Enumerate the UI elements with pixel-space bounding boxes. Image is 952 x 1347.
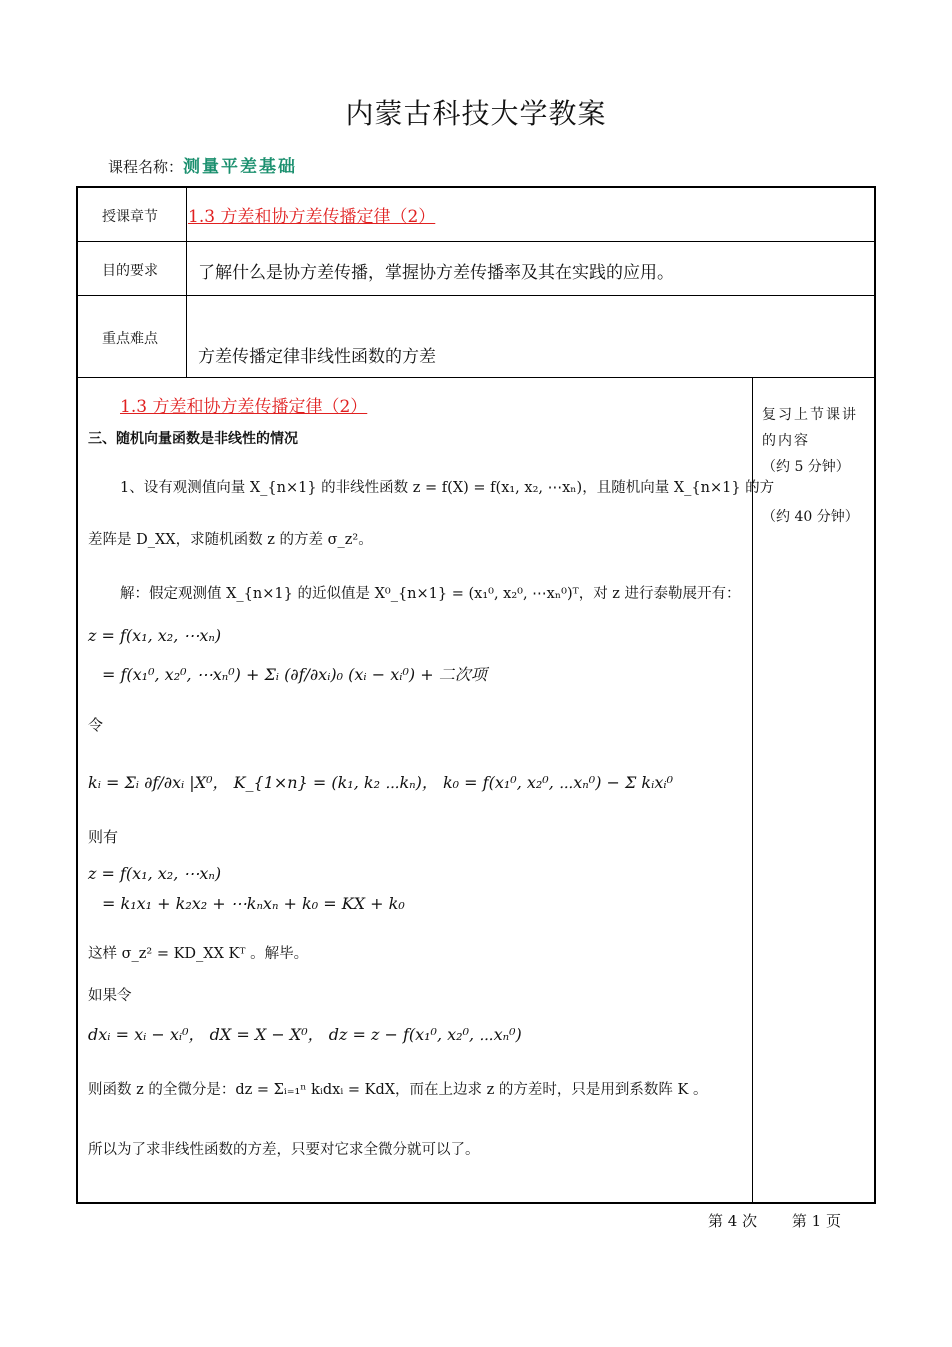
side-note: （约 5 分钟） <box>762 459 850 475</box>
paragraph: 如果令 <box>88 988 132 1004</box>
lesson-table <box>76 186 876 1204</box>
course-label: 课程名称： <box>108 158 184 176</box>
paragraph: 这样 σ_z² = KD_XX Kᵀ 。解毕。 <box>88 946 309 962</box>
paragraph: 解：假定观测值 X_{n×1} 的近似值是 X⁰_{n×1} = (x₁⁰, x₂⁰, ⋯xₙ⁰)ᵀ，对 z 进行泰勒展开有： <box>120 586 741 602</box>
course-line <box>108 152 297 177</box>
equation: = k₁x₁ + k₂x₂ + ⋯kₙxₙ + k₀ = KX + k₀ <box>102 894 405 913</box>
row-label-key: 重点难点 <box>102 331 158 347</box>
paragraph: 1、设有观测值向量 X_{n×1} 的非线性函数 z = f(X) = f(x₁, x₂, ⋯xₙ)，且随机向量 X_{n×1} 的方 <box>120 480 775 496</box>
document-title: 内蒙古科技大学教案 <box>345 97 607 130</box>
page-footer <box>708 1210 871 1231</box>
equation: = f(x₁⁰, x₂⁰, ⋯xₙ⁰) + Σᵢ (∂f/∂xᵢ)₀ (xᵢ − xᵢ⁰) + 二次项 <box>102 665 487 684</box>
paragraph: 则函数 z 的全微分是：dz = Σᵢ₌₁ⁿ kᵢdxᵢ = KdX，而在上边求 z 的方差时，只是用到系数阵 K 。 <box>88 1082 708 1098</box>
row-value-goal: 了解什么是协方差传播，掌握协方差传播率及其在实践的应用。 <box>198 263 674 283</box>
row-divider <box>78 241 874 242</box>
side-divider <box>752 378 753 1204</box>
paragraph: 则有 <box>88 828 119 846</box>
side-notes <box>762 402 872 530</box>
paragraph: 差阵是 D_XX，求随机函数 z 的方差 σ_z²。 <box>88 532 373 548</box>
page-number: 第 1 页 <box>791 1212 841 1230</box>
lesson-count: 第 4 次 <box>708 1212 758 1230</box>
row-label-chapter: 授课章节 <box>102 209 158 225</box>
side-note: （约 40 分钟） <box>762 509 859 525</box>
row-divider <box>78 377 874 378</box>
paragraph: 令 <box>88 716 104 734</box>
row-value-key: 方差传播定律非线性函数的方差 <box>198 347 436 367</box>
equation: z = f(x₁, x₂, ⋯xₙ) <box>88 626 222 645</box>
col-divider <box>186 188 187 378</box>
side-note: 复习上节课讲的内容 <box>762 407 858 449</box>
equation: dxᵢ = xᵢ − xᵢ⁰， dX = X − X⁰， dz = z − f(x₁⁰, x₂⁰, ⋯xₙ⁰) <box>88 1025 522 1044</box>
section-heading: 三、随机向量函数是非线性的情况 <box>88 431 298 447</box>
row-value-chapter: 1.3 方差和协方差传播定律（2） <box>188 207 436 227</box>
equation: z = f(x₁, x₂, ⋯xₙ) <box>88 864 222 883</box>
row-label-goal: 目的要求 <box>102 263 158 279</box>
paragraph: 所以为了求非线性函数的方差，只要对它求全微分就可以了。 <box>88 1142 480 1158</box>
content-heading: 1.3 方差和协方差传播定律（2） <box>120 397 368 417</box>
equation: kᵢ = Σᵢ ∂f/∂xᵢ |X⁰， K_{1×n} = (k₁, k₂ ⋯kₙ)， k₀ = f(x₁⁰, x₂⁰, ⋯xₙ⁰) − Σ kᵢxᵢ⁰ <box>88 773 673 792</box>
row-divider <box>78 295 874 296</box>
course-name: 测量平差基础 <box>183 157 298 177</box>
